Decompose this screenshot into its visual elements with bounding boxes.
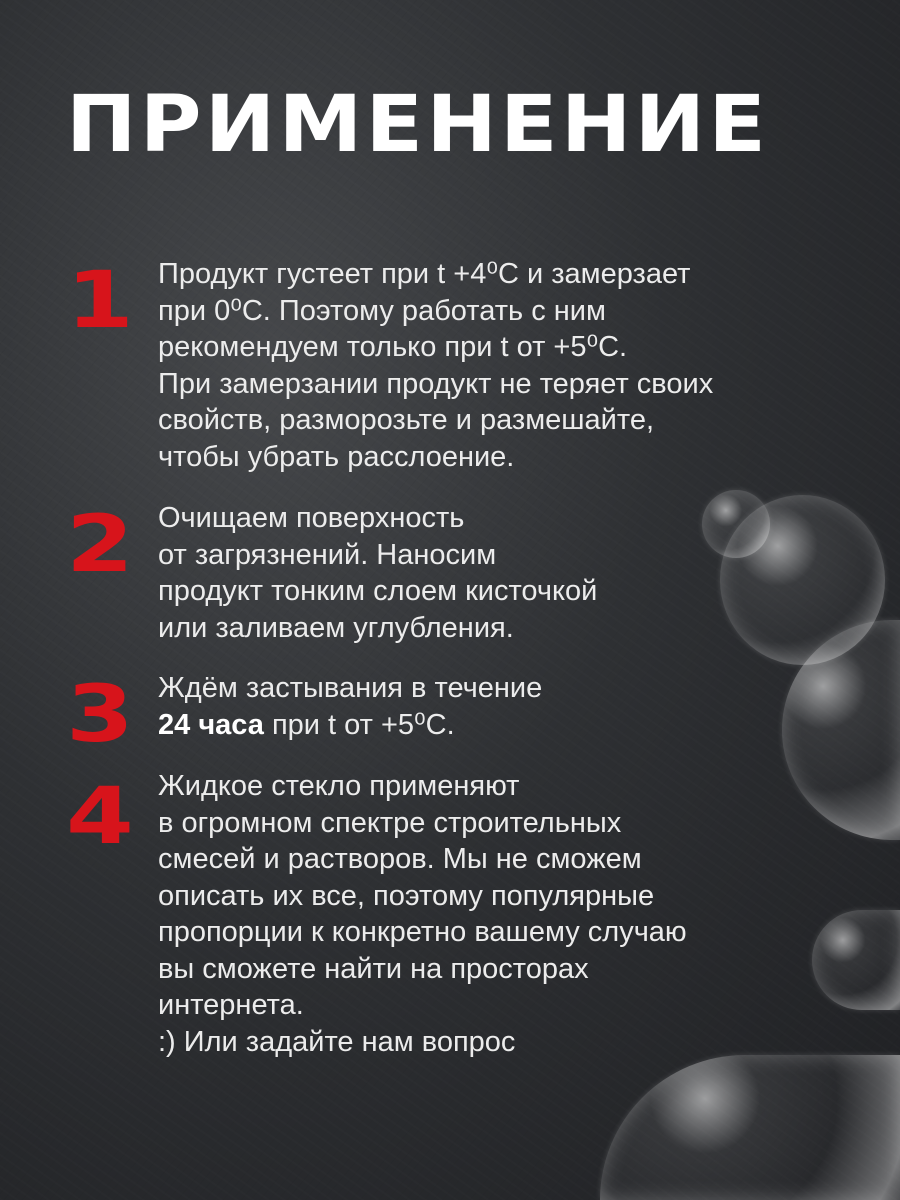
step-text [158,670,818,743]
step-text-line: Ждём застывания в течение [158,672,543,704]
step-number: 4 [66,772,134,862]
step-text: Продукт густеет при t +4⁰С и замерзает при 0⁰С. Поэтому работать с ним рекомендуем только при t от +5⁰С. При замерзании продукт не теряет своих свойств, разморозьте и размешайте, чтобы убрать расслоение. [158,258,714,473]
step-text: Очищаем поверхность от загрязнений. Наносим продукт тонким слоем кисточкой или заливаем углубления. [158,502,598,644]
step-number: 1 [66,256,134,346]
step-text: Жидкое стекло применяют в огромном спектре строительных смесей и растворов. Мы не сможем описать их все, поэтому популярные пропорции к конкретно вашему случаю вы сможете найти на просторах интернета. :) Или задайте нам вопрос [158,770,687,1058]
step-text-rest: при t от +5⁰С. [263,708,455,741]
step-number: 3 [66,670,134,760]
page-title: ПРИМЕНЕНИЕ [66,80,770,170]
step-number: 2 [66,500,134,590]
step-text-bold: 24 часа [158,708,264,741]
